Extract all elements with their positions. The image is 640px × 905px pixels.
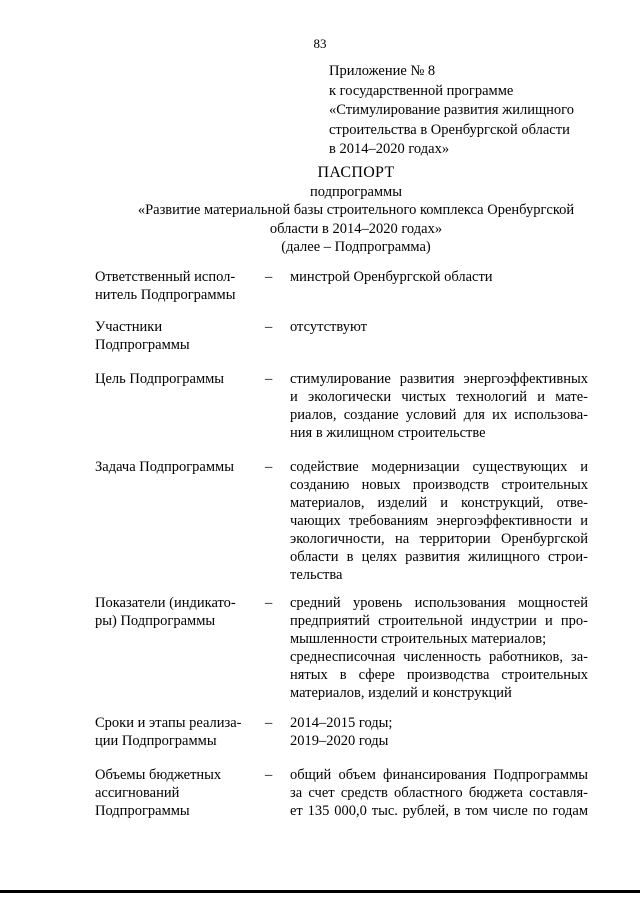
row-value: стимулирование развития энергоэффективных и экологически чистых технологий и мате- риалов, создание условий для их использова- ния в жилищном строительстве [290, 371, 588, 441]
row-dash: – [265, 269, 273, 285]
heading-line: «Развитие материальной базы строительного комплекса Оренбургской [137, 202, 575, 218]
row-label: Участники Подпрограммы [95, 319, 190, 353]
row-value: средний уровень использования мощностей предприятий строительной индустрии и про- мышленности строительных материалов; среднесписочная численность работников, за- нятых в сфере производства строительных материалов, изделий и конструкций [290, 595, 588, 701]
appendix-line: к государственной программе [329, 82, 514, 99]
row-label: Сроки и этапы реализа- ции Подпрограммы [95, 715, 242, 749]
row-value: минстрой Оренбургской области [290, 269, 493, 285]
row-label: Объемы бюджетных ассигнований Подпрограммы [95, 767, 222, 819]
row-label: Цель Подпрограммы [95, 371, 225, 387]
row-dash: – [265, 371, 273, 387]
row-value: общий объем финансирования Подпрограммы за счет средств областного бюджета составля- ет 135 000,0 тыс. рублей, в том числе по годам [290, 767, 588, 819]
appendix-line: «Стимулирование развития жилищного [329, 102, 574, 118]
document-heading [0, 164, 640, 257]
row-label: Задача Подпрограммы [95, 459, 234, 475]
row-label: Показатели (индикато- ры) Подпрограммы [95, 595, 236, 629]
passport-title: ПАСПОРТ [317, 164, 395, 181]
row-dash: – [265, 767, 273, 783]
heading-line: подпрограммы [310, 183, 402, 200]
row-dash: – [265, 595, 273, 611]
row-value: содействие модернизации существующих и созданию новых производств строительных материалов, изделий и конструкций, отве- чающих требованиям энергоэффективности и экологичности, на территории Оренбургской области в целях развития жилищного строи- тельства [290, 459, 588, 583]
row-dash: – [265, 319, 273, 335]
row-value: отсутствуют [290, 319, 367, 335]
row-value: 2014–2015 годы; 2019–2020 годы [290, 715, 393, 749]
heading-line: (далее – Подпрограмма) [281, 239, 431, 255]
appendix-line: строительства в Оренбургской области [329, 121, 570, 138]
page-bottom-rule [0, 890, 640, 893]
appendix-line: в 2014–2020 годах» [329, 141, 450, 157]
appendix-note [329, 62, 629, 160]
appendix-line: Приложение № 8 [329, 63, 436, 79]
heading-line: области в 2014–2020 годах» [269, 220, 443, 237]
page-number: 83 [313, 36, 327, 51]
row-dash: – [265, 715, 273, 731]
row-dash: – [265, 459, 273, 475]
row-label: Ответственный испол- нитель Подпрограммы [95, 269, 236, 303]
